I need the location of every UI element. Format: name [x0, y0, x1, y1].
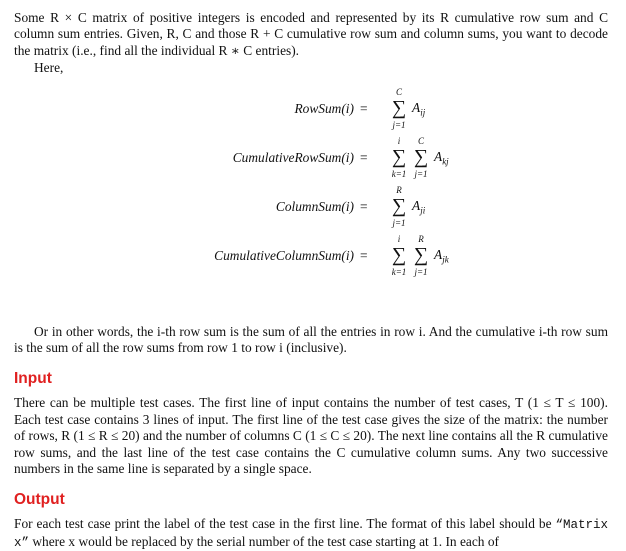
equals-sign: =	[360, 100, 368, 116]
cumulative-columnsum-equation	[14, 234, 608, 282]
output-label-format: “Matrix x”	[14, 518, 608, 550]
here-label: Here,	[34, 60, 64, 76]
equals-sign: =	[360, 198, 368, 214]
equation-lhs: ColumnSum(i)	[275, 198, 354, 214]
cumulative-rowsum-equation	[14, 136, 608, 184]
input-heading: Input	[14, 370, 52, 388]
equation-term: $A_{kj}$	[434, 148, 449, 167]
equations-block	[14, 87, 608, 312]
equation-term: $A_{ij}$	[412, 99, 426, 118]
equation-lhs: CumulativeRowSum(i)	[232, 149, 354, 165]
output-text-end: where x would be replaced by the serial number of the test case starting at 1. In each of	[32, 533, 500, 549]
equals-sign: =	[360, 149, 368, 165]
output-heading: Output	[14, 491, 65, 509]
summation: i ∑ k=1	[391, 233, 407, 277]
equation-term: $A_{jk}$	[434, 246, 449, 265]
output-paragraph	[14, 516, 608, 551]
output-text-start: For each test case print the label of the test case in the first line. The format of this label should be	[14, 516, 552, 532]
problem-statement	[14, 10, 608, 551]
equation-lhs: RowSum(i)	[294, 100, 354, 116]
summation: R ∑ j=1	[391, 184, 407, 228]
explanation-paragraph: Or in other words, the i-th row sum is the sum of all the entries in row i. And the cumulative i-th row sum is the sum of all the row sums from row 1 to row i (inclusive).	[14, 323, 608, 356]
rowsum-equation	[14, 87, 608, 135]
summation: R ∑ j=1	[413, 233, 429, 277]
equation-lhs: CumulativeColumnSum(i)	[214, 247, 354, 263]
equation-term: $A_{ji}$	[412, 197, 426, 216]
columnsum-equation	[14, 185, 608, 233]
input-paragraph: There can be multiple test cases. The first line of input contains the number of test cases, T (1 ≤ T ≤ 100). Each test case contains 3 lines of input. The first line of the test case gives the size of the matrix: the number of rows, R (1 ≤ R ≤ 20) and the number of columns C (1 ≤ C ≤ 20). The next line contains all the R cumulative row sums, and the last line of the test case contains the C cumulative column sums. Any two successive numbers in the same line is separated by a single space.	[14, 395, 608, 477]
summation: i ∑ k=1	[391, 135, 407, 179]
equals-sign: =	[360, 247, 368, 263]
intro-paragraph: Some R × C matrix of positive integers is encoded and represented by its R cumulative row sum and C column sum entries. Given, R, C and those R + C cumulative row sum and column sums, you want to decode the matrix (i.e., find all the individual R ∗ C entries).	[14, 10, 608, 58]
summation: C ∑ j=1	[391, 86, 407, 130]
summation: C ∑ j=1	[413, 135, 429, 179]
